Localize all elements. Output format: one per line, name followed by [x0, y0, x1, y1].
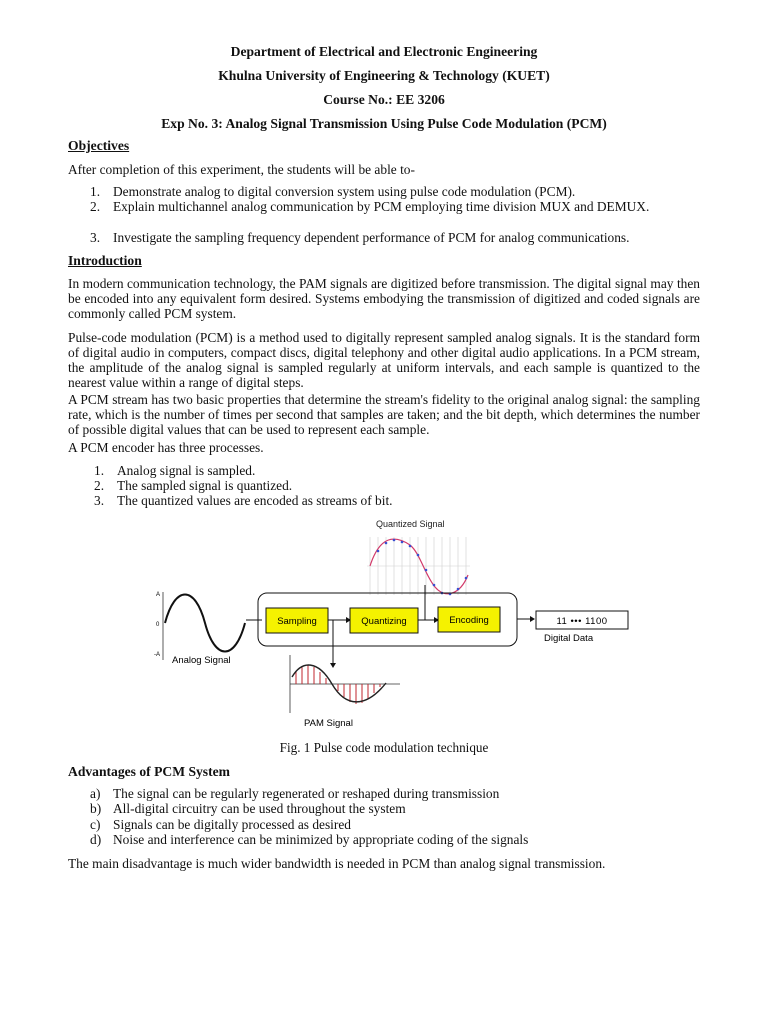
list-marker: 3.: [90, 230, 101, 245]
arrowhead: [330, 663, 336, 668]
list-text: Investigate the sampling frequency dependent performance of PCM for analog communications.: [113, 230, 630, 245]
axis-mark-top: A: [156, 592, 161, 598]
disadvantage-text: The main disadvantage is much wider bandwidth is needed in PCM than analog signal transmission.: [68, 856, 606, 871]
sampling-label: Sampling: [277, 616, 317, 627]
analog-signal-wave: [165, 595, 245, 652]
list-marker: d): [90, 832, 102, 847]
digital-data-label: Digital Data: [544, 633, 594, 644]
analog-signal-label: Analog Signal: [172, 655, 231, 666]
objectives-heading: Objectives: [68, 138, 130, 153]
course-number: Course No.: EE 3206: [323, 92, 445, 107]
list-text: Signals can be digitally processed as desired: [113, 817, 351, 832]
department-title: Department of Electrical and Electronic Engineering: [230, 44, 538, 59]
arrowhead: [530, 616, 535, 622]
objectives-intro: After completion of this experiment, the students will be able to-: [68, 162, 415, 177]
advantages-heading: Advantages of PCM System: [68, 764, 230, 779]
list-text: The quantized values are encoded as streams of bit.: [117, 493, 393, 508]
list-marker: b): [90, 801, 102, 816]
encoding-label: Encoding: [449, 615, 489, 626]
list-marker: 2.: [90, 199, 101, 214]
list-marker: 1.: [94, 463, 105, 478]
list-text: The signal can be regularly regenerated or reshaped during transmission: [113, 786, 500, 801]
list-text: All-digital circuitry can be used throughout the system: [113, 801, 406, 816]
list-text: Demonstrate analog to digital conversion system using pulse code modulation (PCM).: [113, 184, 576, 199]
list-text: Noise and interference can be minimized by appropriate coding of the signals: [113, 832, 529, 847]
quantized-signal-label: Quantized Signal: [376, 519, 445, 529]
intro-paragraph: A PCM stream has two basic properties that determine the stream's fidelity to the original analog signal: the sampling rate, which is the number of times per second that samples are taken; and the bit depth, which determines the number of possible digital values that can be used to represent each sample.: [68, 392, 700, 437]
pam-axes: [290, 655, 400, 713]
experiment-title: Exp No. 3: Analog Signal Transmission Using Pulse Code Modulation (PCM): [161, 116, 607, 131]
quantized-samples: [377, 539, 468, 596]
list-marker: 3.: [94, 493, 105, 508]
quantized-curve: [370, 539, 468, 594]
axis-mark-bottom: -A: [154, 652, 160, 658]
pam-pulses: [296, 665, 380, 704]
intro-paragraph: A PCM encoder has three processes.: [68, 440, 264, 455]
quantizing-label: Quantizing: [361, 616, 407, 627]
introduction-heading: Introduction: [68, 253, 142, 268]
axis-mark-zero: 0: [156, 622, 160, 628]
pcm-diagram: [0, 515, 768, 735]
list-marker: a): [90, 786, 101, 801]
pam-envelope: [292, 665, 386, 702]
quantized-grid: [367, 537, 470, 595]
intro-paragraph: In modern communication technology, the PAM signals are digitized before transmission. The digital signal may then be encoded into any equivalent form desired. Systems embodying the transmission of digitized and coded signals are commonly called PCM system.: [68, 276, 700, 321]
list-marker: 2.: [94, 478, 105, 493]
pam-signal-label: PAM Signal: [304, 718, 353, 729]
list-marker: 1.: [90, 184, 101, 199]
figure-caption: Fig. 1 Pulse code modulation technique: [279, 740, 489, 755]
university-title: Khulna University of Engineering & Technology (KUET): [218, 68, 550, 83]
digital-bits: 11 ••• 1100: [556, 616, 608, 627]
list-marker: c): [90, 817, 101, 832]
intro-paragraph: Pulse-code modulation (PCM) is a method used to digitally represent sampled analog signals. It is the standard form of digital audio in computers, compact discs, digital telephony and other digital audio applications. In a PCM stream, the amplitude of the analog signal is sampled regularly at uniform intervals, and each sample is quantized to the nearest value within a range of digital steps.: [68, 330, 700, 390]
list-text: Analog signal is sampled.: [117, 463, 256, 478]
list-text: The sampled signal is quantized.: [117, 478, 293, 493]
list-text: Explain multichannel analog communication by PCM employing time division MUX and DEMUX.: [113, 199, 650, 214]
